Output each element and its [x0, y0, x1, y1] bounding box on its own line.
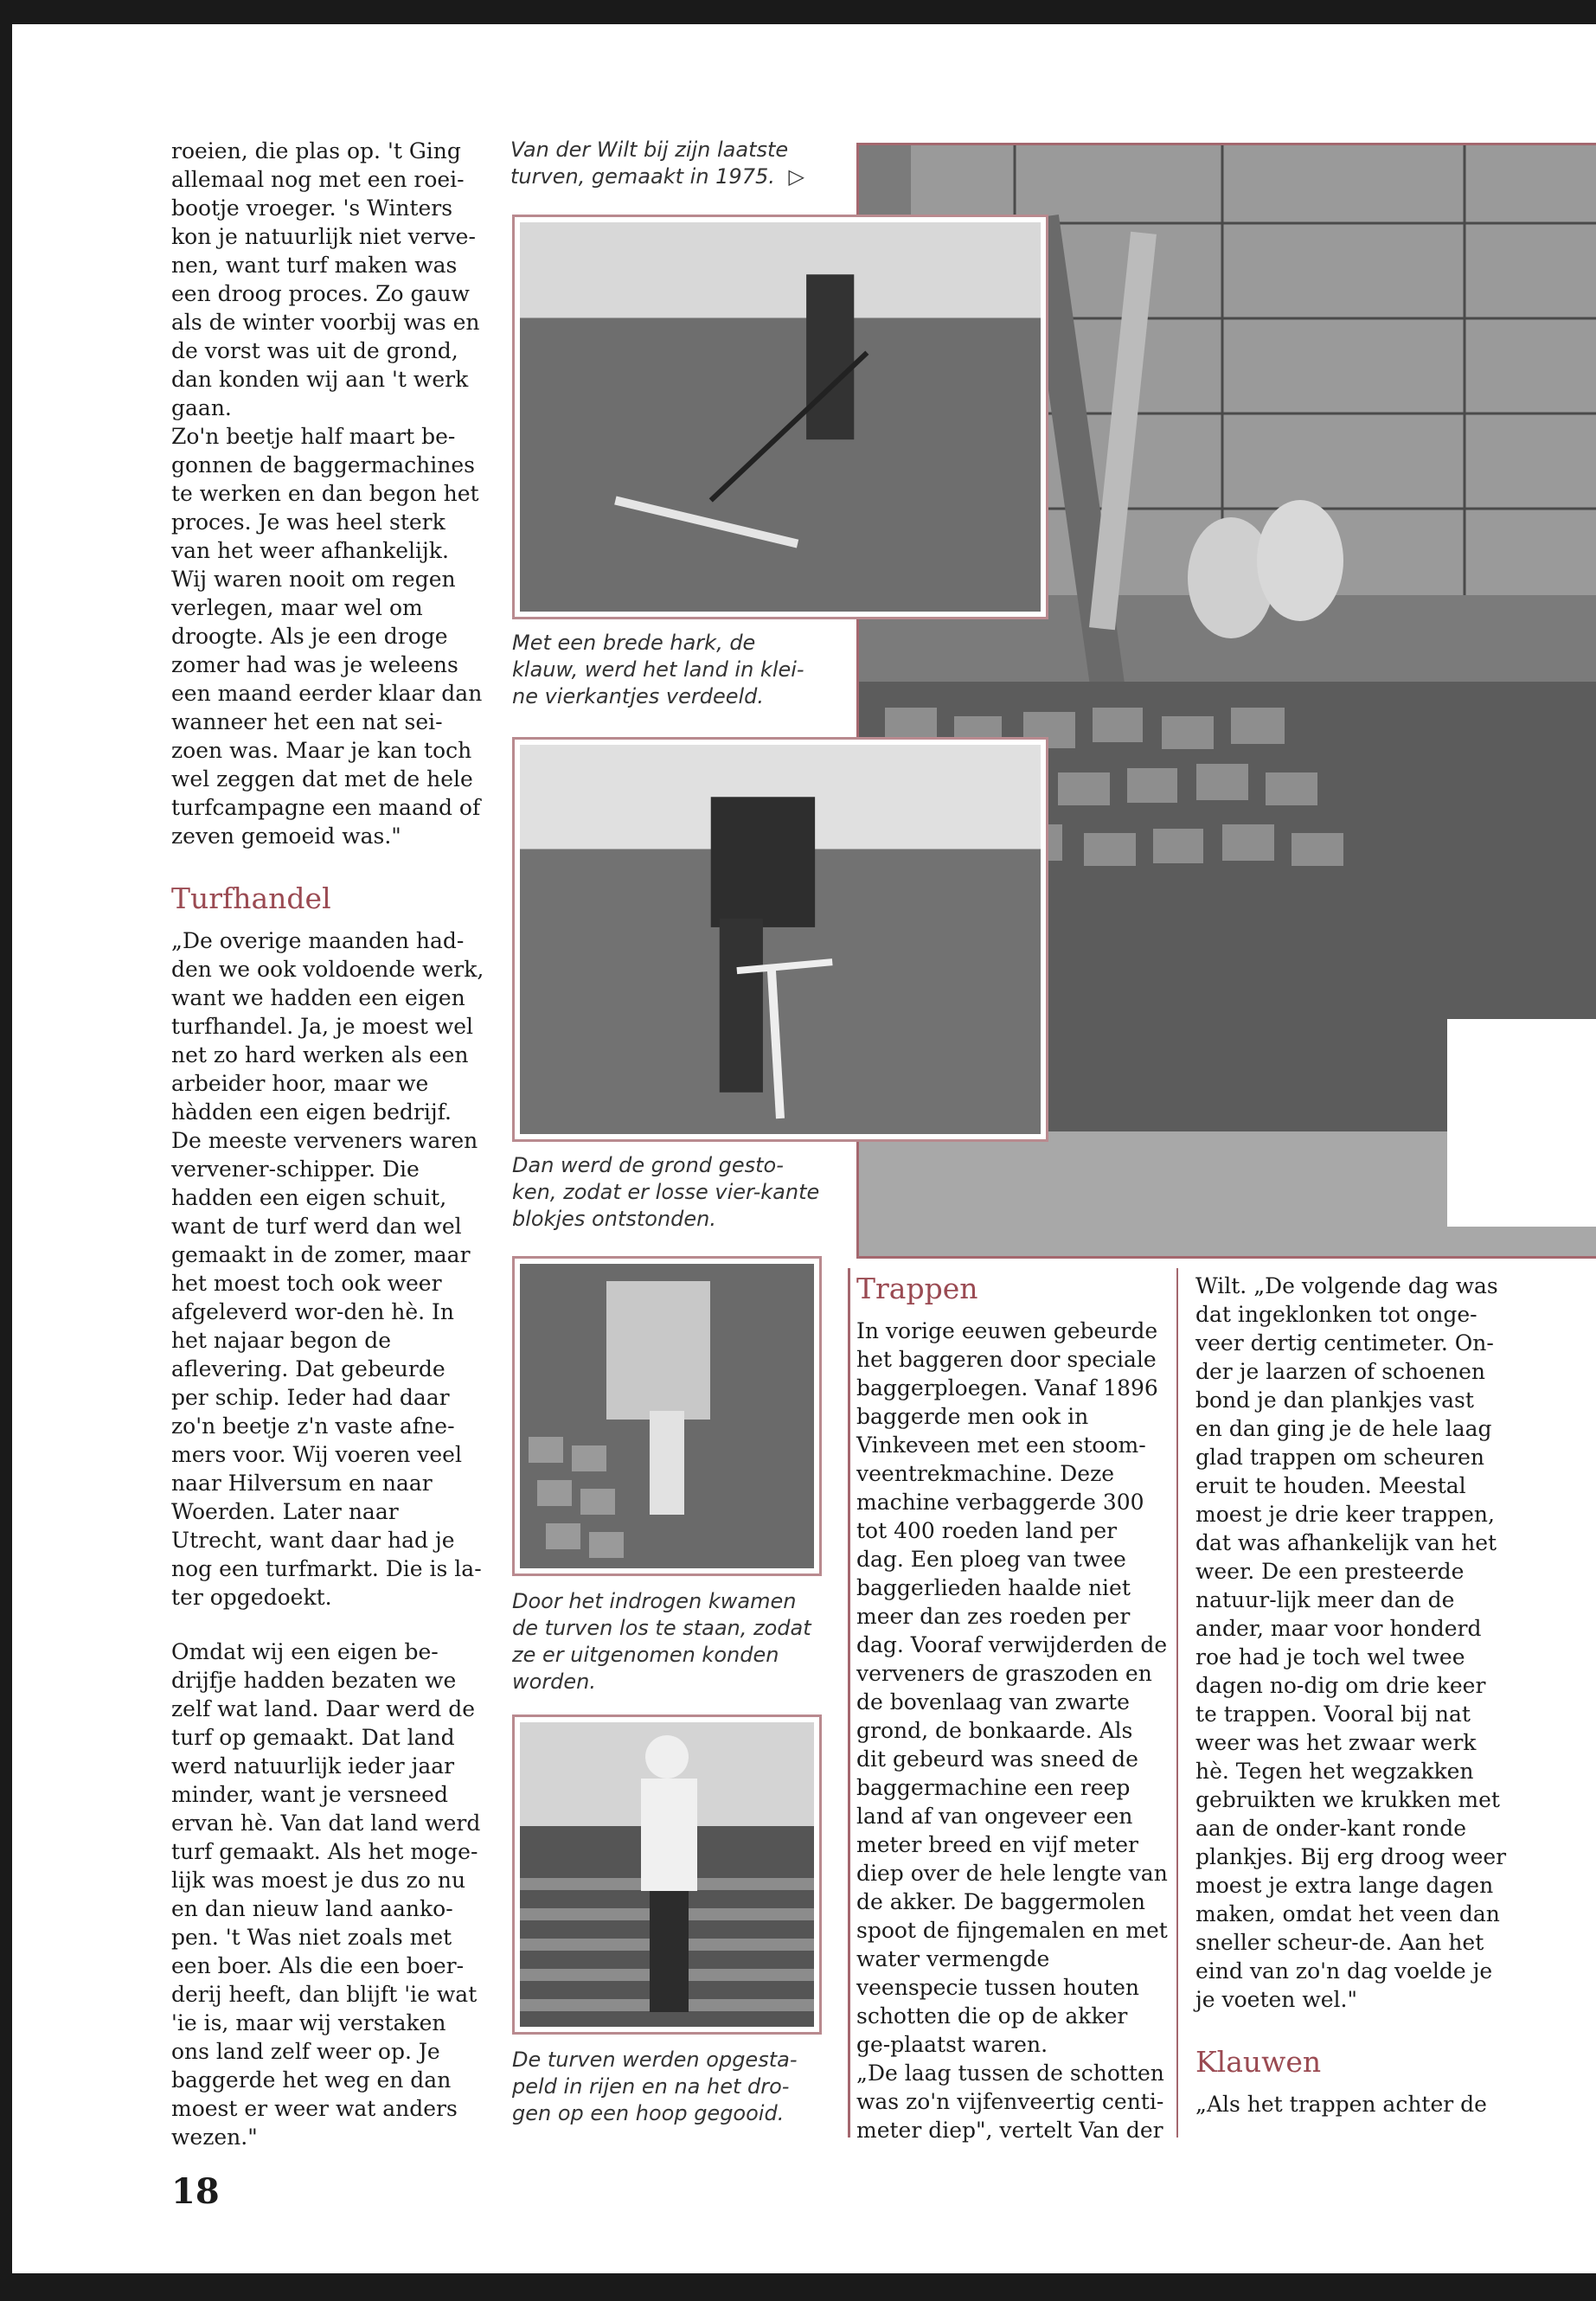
drying-turf-photo: [520, 1264, 814, 1568]
column-rule-left: [848, 1268, 850, 2138]
middle-column: [856, 1272, 1168, 2170]
photo-cutting: [512, 737, 1048, 1142]
heading-trappen: Trappen: [856, 1272, 978, 1305]
caption-main-photo-text: Van der Wilt bij zijn laatste turven, gemaakt in 1975.: [510, 138, 789, 189]
page-border-bottom: [0, 2273, 1596, 2301]
caption-photo-drying: Door het indrogen kwamen de turven los te staan, zodat ze er uitgenomen konden worden.: [512, 1589, 811, 1694]
heading-turfhandel: Turfhandel: [171, 881, 331, 915]
pointer-arrow-icon: ▷: [788, 164, 804, 189]
photo-stacking: [512, 1715, 822, 2035]
photo-drying: [512, 1256, 822, 1576]
paragraph-baggeren: In vorige eeuwen gebeurde het baggeren door speciale baggerploegen. Vanaf 1896 baggerde men ook in Vinkeveen met een stoom-veentrekmachine. Deze machine verbaggerde 300 tot 400 roeden land per dag. Een ploeg van twee baggerlieden haalde niet meer dan zes roeden per dag. Vooraf verwijderden de verveners de graszoden en de bovenlaag van zwarte grond, de bonkaarde. Als dit gebeurd was sneed de baggermachine een reep land af van ongeveer een meter breed en vijf meter diep over de hele lengte van de akker. De baggermolen spoot de fijngemalen en met water vermengde veenspecie tussen houten schotten die op de akker ge-plaatst waren.: [856, 1318, 1168, 2057]
left-column: [171, 137, 487, 2177]
page-border-left: [0, 0, 12, 2301]
intro-paragraph: roeien, die plas op. 't Ging allemaal nog met een roei-bootje vroeger. 's Winters kon je natuurlijk niet verve-nen, want turf maken was een droog proces. Zo gauw als de winter voorbij was en de vorst was uit de grond, dan konden wij aan 't werk gaan.: [171, 138, 480, 420]
paragraph-laag-schotten: „De laag tussen de schotten was zo'n vijfenveertig centi-meter diep", vertelt Van der: [856, 2061, 1164, 2143]
paragraph-half-maart: Zo'n beetje half maart be-gonnen de baggermachines te werken en dan begon het proces. Je was heel sterk van het weer afhankelijk. Wij waren nooit om regen verlegen, maar wel om droogte. Als je een droge zomer had was je weleens een maand eerder klaar dan wanneer het een nat sei-zoen was. Maar je kan toch wel zeggen dat met de hele turfcampagne een maand of zeven gemoeid was.": [171, 424, 483, 849]
page-number: 18: [171, 2171, 220, 2212]
right-column: [1195, 1272, 1507, 2144]
caption-photo-raking: Met een brede hark, de klauw, werd het land in klei-ne vierkantjes verdeeld.: [512, 631, 804, 708]
photo-raking: [512, 215, 1048, 619]
heading-klauwen: Klauwen: [1195, 2045, 1322, 2079]
page-border-top: [0, 0, 1596, 24]
cutting-ground-photo: [520, 745, 1041, 1134]
paragraph-turfhandel: „De overige maanden had-den we ook voldoende werk, want we hadden een eigen turfhandel. Ja, je moest wel net zo hard werken als een arbeider hoor, maar we hàdden een eigen bedrijf. De meeste verveners waren vervener-schipper. Die hadden een eigen schuit, want de turf werd dan wel gemaakt in de zomer, maar het moest toch ook weer afgeleverd wor-den hè. In het najaar begon de aflevering. Dat gebeurde per schip. Ieder had daar zo'n beetje z'n vaste afne-mers voor. Wij voeren veel naar Hilversum en naar Woerden. Later naar Utrecht, want daar had je nog een turfmarkt. Die is la-ter opgedoekt.: [171, 928, 484, 1610]
raking-field-photo: [520, 222, 1041, 612]
caption-main-photo: [510, 137, 839, 190]
paragraph-klauwen: „Als het trappen achter de: [1195, 2092, 1487, 2117]
paragraph-trappen-vervolg: Wilt. „De volgende dag was dat ingeklonken tot onge-veer dertig centimeter. On-der je laarzen of schoenen bond je dan plankjes vast en dan ging je de hele laag glad trappen om scheuren eruit te houden. Meestal moest je drie keer trappen, dat was afhankelijk van het weer. De een presteerde natuur-lijk meer dan de ander, maar voor honderd roe had je toch wel twee dagen no-dig om drie keer te trappen. Vooral bij nat weer was het zwaar werk hè. Tegen het wegzakken gebruikten we krukken met aan de onder-kant ronde plankjes. Bij erg droog weer moest je extra lange dagen maken, omdat het veen dan sneller scheur-de. Aan het eind van zo'n dag voelde je je voeten wel.": [1195, 1273, 1507, 2012]
caption-photo-cutting: Dan werd de grond gesto-ken, zodat er losse vier-kante blokjes ontstonden.: [512, 1153, 820, 1231]
caption-photo-stacking: De turven werden opgesta-peld in rijen en na het dro-gen op een hoop gegooid.: [512, 2048, 798, 2125]
stacked-turf-photo: [520, 1722, 814, 2027]
paragraph-eigen-bedrijfje: Omdat wij een eigen be-drijfje hadden bezaten we zelf wat land. Daar werd de turf op gemaakt. Dat land werd natuurlijk ieder jaar minder, want je versneed ervan hè. Van dat land werd turf gemaakt. Als het moge-lijk was moest je dus zo nu en dan nieuw land aanko-pen. 't Was niet zoals met een boer. Als die een boer-derij heeft, dan blijft 'ie wat 'ie is, maar wij verstaken ons land zelf weer op. Je baggerde het weg en dan moest er weer wat anders wezen.": [171, 1639, 481, 2150]
column-rule-middle: [1176, 1268, 1178, 2138]
